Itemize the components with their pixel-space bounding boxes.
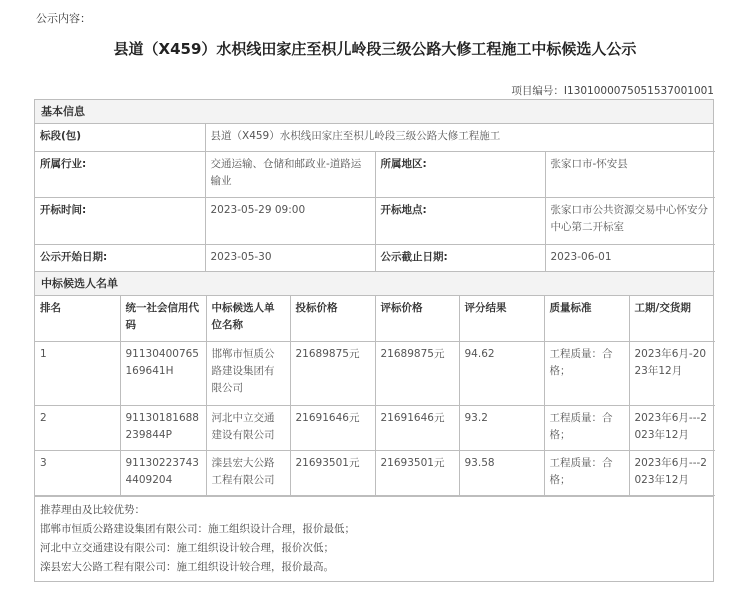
eval-price: 21689875元 — [375, 342, 459, 406]
col-duration: 工期/交货期 — [629, 296, 715, 342]
col-score: 评分结果 — [459, 296, 544, 342]
end-date-value: 2023-06-01 — [545, 244, 715, 271]
table-row — [35, 451, 715, 496]
col-company: 中标候选人单位名称 — [206, 296, 290, 342]
col-quality: 质量标准 — [544, 296, 629, 342]
bid-price: 21691646元 — [290, 406, 375, 451]
eval-price: 21693501元 — [375, 451, 459, 496]
duration: 2023年6月---2023年12月 — [629, 406, 715, 451]
project-number: 项目编号：I1301000075051537001001 — [511, 85, 714, 97]
page-title: 县道（X459）水枳线田家庄至枳儿岭段三级公路大修工程施工中标候选人公示 — [113, 40, 637, 58]
industry-value: 交通运输、仓储和邮政业-道路运输业 — [205, 151, 375, 197]
credit-code: 911302237434409204 — [120, 451, 206, 496]
quality: 工程质量：合格； — [544, 451, 629, 496]
score: 94.62 — [459, 342, 544, 406]
recommendation-section — [35, 496, 713, 581]
credit-code: 91130181688239844P — [120, 406, 206, 451]
eval-price: 21691646元 — [375, 406, 459, 451]
duration: 2023年6月---2023年12月 — [629, 451, 715, 496]
start-date-label: 公示开始日期: — [35, 244, 205, 271]
open-place-label: 开标地点: — [375, 197, 545, 244]
end-date-label: 公示截止日期: — [375, 244, 545, 271]
table-row — [35, 342, 715, 406]
score: 93.2 — [459, 406, 544, 451]
company-name: 河北中立交通建设有限公司 — [206, 406, 290, 451]
open-time-value: 2023-05-29 09:00 — [205, 197, 375, 244]
rank: 2 — [35, 406, 120, 451]
score: 93.58 — [459, 451, 544, 496]
region-label: 所属地区: — [375, 151, 545, 197]
notice-table — [34, 99, 714, 582]
col-bid-price: 投标价格 — [290, 296, 375, 342]
rank: 1 — [35, 342, 120, 406]
open-time-label: 开标时间: — [35, 197, 205, 244]
start-date-value: 2023-05-30 — [205, 244, 375, 271]
col-rank: 排名 — [35, 296, 120, 342]
table-row — [35, 406, 715, 451]
bid-price: 21689875元 — [290, 342, 375, 406]
basic-info-header: 基本信息 — [35, 100, 713, 124]
open-place-value: 张家口市公共资源交易中心怀安分中心第二开标室 — [545, 197, 715, 244]
quality: 工程质量：合格； — [544, 342, 629, 406]
recommendation-line: 邯郸市恒质公路建设集团有限公司：施工组织设计合理，报价最低； — [40, 523, 355, 535]
company-name: 邯郸市恒质公路建设集团有限公司 — [206, 342, 290, 406]
candidates-header: 中标候选人名单 — [35, 272, 713, 296]
content-label: 公示内容： — [36, 12, 91, 25]
lot-label: 标段(包) — [35, 124, 205, 151]
recommendation-line: 河北中立交通建设有限公司：施工组织设计较合理，报价次低； — [40, 542, 334, 554]
credit-code: 91130400765169641H — [120, 342, 206, 406]
col-credit-code: 统一社会信用代码 — [120, 296, 206, 342]
duration: 2023年6月-2023年12月 — [629, 342, 715, 406]
col-eval-price: 评标价格 — [375, 296, 459, 342]
bid-price: 21693501元 — [290, 451, 375, 496]
quality: 工程质量：合格； — [544, 406, 629, 451]
recommendation-line: 滦县宏大公路工程有限公司：施工组织设计较合理，报价最高。 — [40, 561, 334, 573]
rank: 3 — [35, 451, 120, 496]
lot-value: 县道（X459）水枳线田家庄至枳儿岭段三级公路大修工程施工 — [205, 124, 715, 151]
company-name: 滦县宏大公路工程有限公司 — [206, 451, 290, 496]
basic-info-table — [35, 124, 715, 272]
industry-label: 所属行业: — [35, 151, 205, 197]
region-value: 张家口市-怀安县 — [545, 151, 715, 197]
recommendation-title: 推荐理由及比较优势： — [40, 504, 145, 516]
candidates-table — [35, 296, 715, 497]
